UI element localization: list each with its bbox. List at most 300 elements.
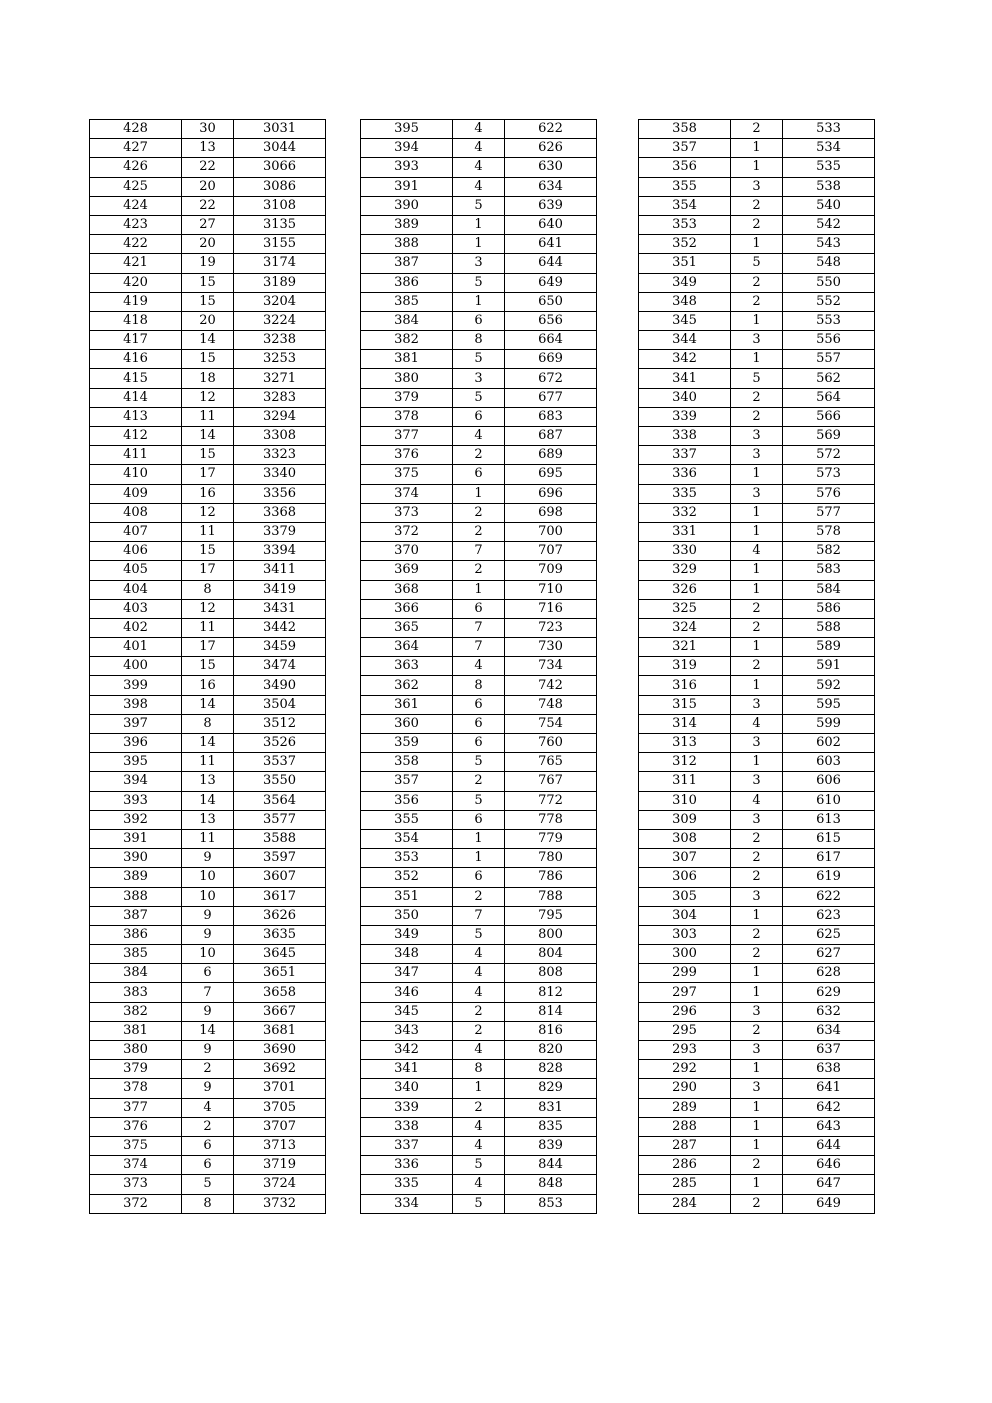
- score-cell: 357: [639, 139, 731, 158]
- table-row: [639, 1194, 875, 1213]
- score-cell: 335: [639, 484, 731, 503]
- count-cell: 2: [453, 446, 505, 465]
- count-cell: 2: [731, 849, 783, 868]
- table-row: [90, 465, 326, 484]
- score-cell: 408: [90, 503, 182, 522]
- count-cell: 9: [182, 906, 234, 925]
- table-row: [90, 925, 326, 944]
- count-cell: 6: [453, 810, 505, 829]
- score-cell: 337: [361, 1136, 453, 1155]
- count-cell: 9: [182, 925, 234, 944]
- score-cell: 342: [361, 1041, 453, 1060]
- cumulative-cell: 778: [505, 810, 597, 829]
- count-cell: 2: [453, 522, 505, 541]
- table-row: [90, 503, 326, 522]
- score-cell: 310: [639, 791, 731, 810]
- score-cell: 410: [90, 465, 182, 484]
- score-cell: 331: [639, 522, 731, 541]
- table-row: [90, 427, 326, 446]
- table-row: [639, 1021, 875, 1040]
- score-cell: 350: [361, 906, 453, 925]
- count-cell: 14: [182, 791, 234, 810]
- count-cell: 9: [182, 849, 234, 868]
- table-row: [639, 254, 875, 273]
- count-cell: 3: [731, 810, 783, 829]
- score-cell: 404: [90, 580, 182, 599]
- score-table-1-body: [90, 120, 326, 1214]
- score-cell: 428: [90, 120, 182, 139]
- score-cell: 353: [361, 849, 453, 868]
- table-row: [361, 311, 597, 330]
- score-cell: 416: [90, 350, 182, 369]
- count-cell: 4: [453, 945, 505, 964]
- table-row: [639, 292, 875, 311]
- score-cell: 374: [361, 484, 453, 503]
- cumulative-cell: 780: [505, 849, 597, 868]
- score-cell: 335: [361, 1175, 453, 1194]
- cumulative-cell: 3086: [234, 177, 326, 196]
- table-row: [90, 1136, 326, 1155]
- count-cell: 4: [453, 964, 505, 983]
- score-cell: 356: [361, 791, 453, 810]
- table-row: [90, 791, 326, 810]
- cumulative-cell: 3442: [234, 618, 326, 637]
- table-row: [90, 407, 326, 426]
- table-row: [90, 599, 326, 618]
- cumulative-cell: 3705: [234, 1098, 326, 1117]
- cumulative-cell: 533: [783, 120, 875, 139]
- count-cell: 6: [453, 714, 505, 733]
- table-row: [90, 810, 326, 829]
- table-row: [361, 292, 597, 311]
- score-cell: 387: [361, 254, 453, 273]
- count-cell: 6: [182, 1136, 234, 1155]
- cumulative-cell: 709: [505, 561, 597, 580]
- count-cell: 4: [453, 139, 505, 158]
- cumulative-cell: 553: [783, 311, 875, 330]
- cumulative-cell: 3340: [234, 465, 326, 484]
- count-cell: 2: [731, 829, 783, 848]
- score-cell: 284: [639, 1194, 731, 1213]
- score-cell: 288: [639, 1117, 731, 1136]
- cumulative-cell: 3588: [234, 829, 326, 848]
- score-cell: 385: [361, 292, 453, 311]
- cumulative-cell: 3701: [234, 1079, 326, 1098]
- cumulative-cell: 3658: [234, 983, 326, 1002]
- table-row: [90, 311, 326, 330]
- score-cell: 352: [639, 235, 731, 254]
- count-cell: 13: [182, 810, 234, 829]
- table-row: [90, 1079, 326, 1098]
- cumulative-cell: 3645: [234, 945, 326, 964]
- table-row: [361, 1156, 597, 1175]
- cumulative-cell: 622: [783, 887, 875, 906]
- cumulative-cell: 3732: [234, 1194, 326, 1213]
- score-cell: 360: [361, 714, 453, 733]
- cumulative-cell: 835: [505, 1117, 597, 1136]
- count-cell: 8: [182, 1194, 234, 1213]
- count-cell: 8: [453, 331, 505, 350]
- table-row: [90, 638, 326, 657]
- cumulative-cell: 540: [783, 196, 875, 215]
- count-cell: 4: [453, 177, 505, 196]
- count-cell: 2: [731, 388, 783, 407]
- score-cell: 423: [90, 215, 182, 234]
- table-row: [90, 964, 326, 983]
- count-cell: 1: [731, 465, 783, 484]
- count-cell: 14: [182, 1021, 234, 1040]
- score-cell: 392: [90, 810, 182, 829]
- table-row: [639, 618, 875, 637]
- table-row: [361, 1098, 597, 1117]
- score-cell: 379: [361, 388, 453, 407]
- count-cell: 20: [182, 311, 234, 330]
- score-cell: 346: [361, 983, 453, 1002]
- cumulative-cell: 3474: [234, 657, 326, 676]
- table-row: [361, 906, 597, 925]
- score-cell: 293: [639, 1041, 731, 1060]
- score-cell: 376: [361, 446, 453, 465]
- cumulative-cell: 644: [505, 254, 597, 273]
- count-cell: 1: [731, 139, 783, 158]
- count-cell: 6: [453, 734, 505, 753]
- score-cell: 351: [361, 887, 453, 906]
- count-cell: 1: [453, 235, 505, 254]
- table-row: [361, 580, 597, 599]
- table-row: [361, 139, 597, 158]
- table-row: [639, 196, 875, 215]
- count-cell: 2: [453, 772, 505, 791]
- cumulative-cell: 3692: [234, 1060, 326, 1079]
- score-cell: 407: [90, 522, 182, 541]
- cumulative-cell: 754: [505, 714, 597, 733]
- score-cell: 292: [639, 1060, 731, 1079]
- cumulative-cell: 638: [783, 1060, 875, 1079]
- cumulative-cell: 3431: [234, 599, 326, 618]
- count-cell: 2: [453, 1021, 505, 1040]
- cumulative-cell: 3512: [234, 714, 326, 733]
- score-cell: 426: [90, 158, 182, 177]
- score-cell: 345: [639, 311, 731, 330]
- score-cell: 353: [639, 215, 731, 234]
- table-row: [639, 1060, 875, 1079]
- cumulative-cell: 848: [505, 1175, 597, 1194]
- score-cell: 324: [639, 618, 731, 637]
- table-row: [90, 522, 326, 541]
- table-row: [90, 734, 326, 753]
- table-row: [90, 1021, 326, 1040]
- cumulative-cell: 800: [505, 925, 597, 944]
- table-row: [639, 1175, 875, 1194]
- count-cell: 15: [182, 542, 234, 561]
- score-cell: 370: [361, 542, 453, 561]
- score-cell: 285: [639, 1175, 731, 1194]
- cumulative-cell: 656: [505, 311, 597, 330]
- count-cell: 2: [731, 868, 783, 887]
- table-row: [639, 350, 875, 369]
- score-cell: 391: [361, 177, 453, 196]
- count-cell: 12: [182, 599, 234, 618]
- count-cell: 4: [453, 657, 505, 676]
- cumulative-cell: 3459: [234, 638, 326, 657]
- count-cell: 8: [182, 580, 234, 599]
- table-row: [361, 120, 597, 139]
- cumulative-cell: 641: [505, 235, 597, 254]
- table-row: [639, 139, 875, 158]
- count-cell: 2: [731, 215, 783, 234]
- cumulative-cell: 647: [783, 1175, 875, 1194]
- count-cell: 6: [182, 964, 234, 983]
- table-row: [639, 695, 875, 714]
- table-row: [361, 618, 597, 637]
- score-cell: 319: [639, 657, 731, 676]
- cumulative-cell: 632: [783, 1002, 875, 1021]
- cumulative-cell: 3308: [234, 427, 326, 446]
- score-cell: 372: [361, 522, 453, 541]
- cumulative-cell: 617: [783, 849, 875, 868]
- table-row: [361, 465, 597, 484]
- table-row: [361, 599, 597, 618]
- cumulative-cell: 623: [783, 906, 875, 925]
- cumulative-cell: 779: [505, 829, 597, 848]
- cumulative-cell: 535: [783, 158, 875, 177]
- count-cell: 8: [453, 676, 505, 695]
- score-cell: 362: [361, 676, 453, 695]
- table-row: [361, 522, 597, 541]
- count-cell: 15: [182, 350, 234, 369]
- count-cell: 4: [731, 791, 783, 810]
- score-cell: 356: [639, 158, 731, 177]
- table-row: [639, 714, 875, 733]
- count-cell: 16: [182, 676, 234, 695]
- score-cell: 306: [639, 868, 731, 887]
- score-cell: 355: [639, 177, 731, 196]
- score-cell: 340: [361, 1079, 453, 1098]
- cumulative-cell: 3031: [234, 120, 326, 139]
- count-cell: 5: [453, 350, 505, 369]
- cumulative-cell: 687: [505, 427, 597, 446]
- cumulative-cell: 3283: [234, 388, 326, 407]
- cumulative-cell: 584: [783, 580, 875, 599]
- score-cell: 402: [90, 618, 182, 637]
- score-cell: 405: [90, 561, 182, 580]
- score-cell: 343: [361, 1021, 453, 1040]
- score-table-2-body: [361, 120, 597, 1214]
- table-row: [639, 561, 875, 580]
- score-cell: 415: [90, 369, 182, 388]
- cumulative-cell: 3537: [234, 753, 326, 772]
- cumulative-cell: 3379: [234, 522, 326, 541]
- table-row: [90, 542, 326, 561]
- cumulative-cell: 669: [505, 350, 597, 369]
- cumulative-cell: 3271: [234, 369, 326, 388]
- score-cell: 325: [639, 599, 731, 618]
- table-row: [361, 753, 597, 772]
- score-cell: 377: [90, 1098, 182, 1117]
- table-row: [639, 676, 875, 695]
- cumulative-cell: 716: [505, 599, 597, 618]
- cumulative-cell: 548: [783, 254, 875, 273]
- cumulative-cell: 3323: [234, 446, 326, 465]
- count-cell: 2: [731, 925, 783, 944]
- cumulative-cell: 627: [783, 945, 875, 964]
- score-cell: 380: [90, 1041, 182, 1060]
- score-cell: 348: [361, 945, 453, 964]
- score-cell: 373: [361, 503, 453, 522]
- table-row: [361, 561, 597, 580]
- table-row: [639, 1156, 875, 1175]
- count-cell: 2: [731, 599, 783, 618]
- count-cell: 3: [731, 484, 783, 503]
- score-cell: 385: [90, 945, 182, 964]
- score-cell: 361: [361, 695, 453, 714]
- score-cell: 393: [361, 158, 453, 177]
- cumulative-cell: 3490: [234, 676, 326, 695]
- score-cell: 349: [639, 273, 731, 292]
- table-row: [90, 235, 326, 254]
- count-cell: 4: [453, 1175, 505, 1194]
- score-cell: 330: [639, 542, 731, 561]
- table-row: [90, 753, 326, 772]
- count-cell: 2: [182, 1117, 234, 1136]
- table-row: [90, 120, 326, 139]
- cumulative-cell: 622: [505, 120, 597, 139]
- score-table-2: [360, 119, 597, 1214]
- cumulative-cell: 3411: [234, 561, 326, 580]
- count-cell: 3: [731, 1002, 783, 1021]
- count-cell: 2: [731, 945, 783, 964]
- cumulative-cell: 582: [783, 542, 875, 561]
- table-row: [639, 388, 875, 407]
- cumulative-cell: 683: [505, 407, 597, 426]
- cumulative-cell: 698: [505, 503, 597, 522]
- score-cell: 290: [639, 1079, 731, 1098]
- count-cell: 6: [453, 465, 505, 484]
- count-cell: 11: [182, 407, 234, 426]
- count-cell: 17: [182, 465, 234, 484]
- count-cell: 5: [453, 196, 505, 215]
- table-row: [361, 734, 597, 753]
- score-cell: 358: [639, 120, 731, 139]
- count-cell: 1: [731, 311, 783, 330]
- table-row: [90, 1156, 326, 1175]
- count-cell: 1: [453, 1079, 505, 1098]
- table-row: [639, 868, 875, 887]
- cumulative-cell: 3419: [234, 580, 326, 599]
- table-row: [639, 311, 875, 330]
- count-cell: 6: [453, 311, 505, 330]
- cumulative-cell: 3564: [234, 791, 326, 810]
- score-cell: 400: [90, 657, 182, 676]
- count-cell: 3: [731, 887, 783, 906]
- score-cell: 413: [90, 407, 182, 426]
- count-cell: 8: [182, 714, 234, 733]
- count-cell: 1: [731, 964, 783, 983]
- cumulative-cell: 804: [505, 945, 597, 964]
- cumulative-cell: 644: [783, 1136, 875, 1155]
- score-cell: 398: [90, 695, 182, 714]
- score-cell: 297: [639, 983, 731, 1002]
- table-row: [361, 177, 597, 196]
- count-cell: 5: [453, 273, 505, 292]
- table-row: [639, 791, 875, 810]
- table-row: [639, 599, 875, 618]
- score-cell: 378: [90, 1079, 182, 1098]
- count-cell: 1: [731, 1136, 783, 1155]
- score-table-3-body: [639, 120, 875, 1214]
- score-cell: 351: [639, 254, 731, 273]
- count-cell: 1: [453, 215, 505, 234]
- cumulative-cell: 538: [783, 177, 875, 196]
- score-cell: 309: [639, 810, 731, 829]
- table-row: [361, 1079, 597, 1098]
- count-cell: 11: [182, 753, 234, 772]
- cumulative-cell: 3066: [234, 158, 326, 177]
- score-cell: 303: [639, 925, 731, 944]
- score-cell: 358: [361, 753, 453, 772]
- cumulative-cell: 3724: [234, 1175, 326, 1194]
- score-cell: 380: [361, 369, 453, 388]
- table-row: [90, 350, 326, 369]
- cumulative-cell: 3707: [234, 1117, 326, 1136]
- cumulative-cell: 615: [783, 829, 875, 848]
- score-cell: 354: [639, 196, 731, 215]
- score-cell: 289: [639, 1098, 731, 1117]
- count-cell: 5: [453, 1156, 505, 1175]
- cumulative-cell: 3155: [234, 235, 326, 254]
- score-cell: 326: [639, 580, 731, 599]
- score-cell: 379: [90, 1060, 182, 1079]
- score-cell: 345: [361, 1002, 453, 1021]
- count-cell: 1: [731, 906, 783, 925]
- cumulative-cell: 3108: [234, 196, 326, 215]
- cumulative-cell: 641: [783, 1079, 875, 1098]
- score-cell: 295: [639, 1021, 731, 1040]
- table-row: [639, 235, 875, 254]
- count-cell: 14: [182, 427, 234, 446]
- score-cell: 381: [361, 350, 453, 369]
- score-cell: 383: [90, 983, 182, 1002]
- cumulative-cell: 767: [505, 772, 597, 791]
- table-row: [90, 829, 326, 848]
- score-cell: 381: [90, 1021, 182, 1040]
- score-cell: 396: [90, 734, 182, 753]
- cumulative-cell: 564: [783, 388, 875, 407]
- table-row: [90, 1002, 326, 1021]
- count-cell: 1: [731, 1175, 783, 1194]
- score-cell: 338: [639, 427, 731, 446]
- score-cell: 427: [90, 139, 182, 158]
- cumulative-cell: 696: [505, 484, 597, 503]
- table-row: [361, 446, 597, 465]
- table-row: [361, 503, 597, 522]
- score-cell: 395: [90, 753, 182, 772]
- score-cell: 376: [90, 1117, 182, 1136]
- count-cell: 9: [182, 1079, 234, 1098]
- cumulative-cell: 3044: [234, 139, 326, 158]
- count-cell: 3: [453, 254, 505, 273]
- count-cell: 7: [453, 638, 505, 657]
- table-row: [361, 331, 597, 350]
- table-row: [639, 1041, 875, 1060]
- score-cell: 336: [361, 1156, 453, 1175]
- table-row: [639, 331, 875, 350]
- score-cell: 395: [361, 120, 453, 139]
- cumulative-cell: 610: [783, 791, 875, 810]
- table-row: [90, 983, 326, 1002]
- count-cell: 1: [453, 580, 505, 599]
- count-cell: 9: [182, 1002, 234, 1021]
